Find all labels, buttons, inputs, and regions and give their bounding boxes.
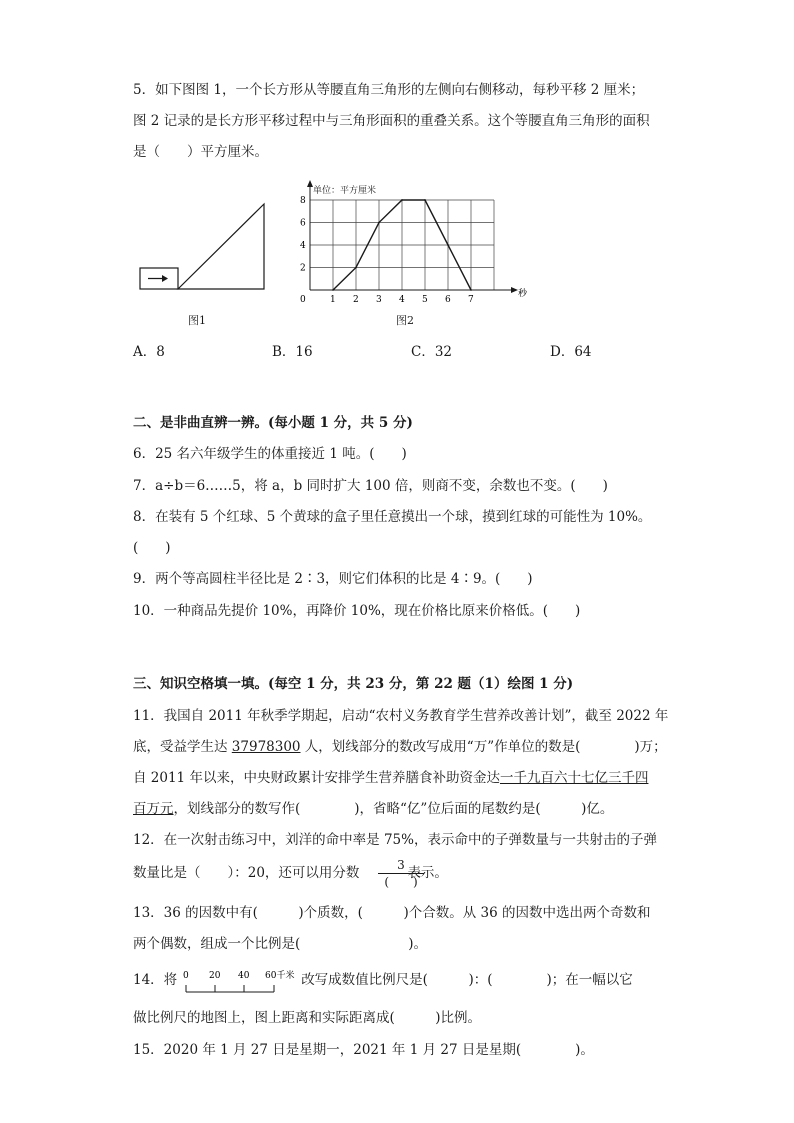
data-point (447, 244, 449, 246)
x-tick-label: 2 (353, 295, 359, 305)
figure-2-chart (296, 180, 528, 305)
q5-line-1: 5．如下图图 1，一个长方形从等腰直角三角形的左侧向右侧移动，每秒平移 2 厘米； (133, 82, 645, 98)
q11-text-c: 自 2011 年以来，中央财政累计安排学生营养膳食补助资金达 (133, 770, 500, 786)
q15: 15．2020 年 1 月 27 日是星期一，2021 年 1 月 27 日是星期( )。 (133, 1042, 594, 1058)
section-2-heading: 二、是非曲直辨一辨。(每小题 1 分，共 5 分) (133, 415, 413, 431)
q12-line-1: 12．在一次射击练习中，刘洋的命中率是 75%，表示命中的子弹数量与一共射击的子弹 (133, 832, 657, 848)
data-point (378, 222, 380, 224)
q12-fraction (378, 858, 424, 889)
data-point (424, 199, 426, 201)
option-a: A．8 (133, 344, 165, 360)
arrow-right-icon (148, 275, 168, 282)
fraction-denominator: ( ) (384, 875, 418, 889)
q14-text-a: 14．将 (133, 972, 178, 988)
q10: 10．一种商品先提价 10%，再降价 10%，现在价格比原来价格低。( ) (133, 603, 581, 619)
q13-line-2: 两个偶数，组成一个比例是( )。 (133, 936, 428, 952)
isosceles-right-triangle (178, 204, 264, 289)
scale-tick-label: 20 (209, 971, 221, 981)
q12-text-a: 数量比是（ ）：20，还可以用分数 (133, 865, 360, 881)
fig2-caption: 图2 (396, 314, 414, 327)
x-tick-label: 1 (330, 295, 336, 305)
q9: 9．两个等高圆柱半径比是 2∶3，则它们体积的比是 4∶9。( ) (133, 571, 533, 587)
q8-line-2: ( ) (133, 540, 171, 556)
line-scale-bar (178, 966, 302, 996)
x-tick-label: 0 (300, 295, 306, 305)
q8-line-1: 8．在装有 5 个红球、5 个黄球的盒子里任意摸出一个球，摸到红球的可能性为 10%。 (133, 509, 652, 525)
q11-text-b: 人，划线部分的数改写成用“万”作单位的数是( )万； (300, 739, 667, 755)
chart-unit-label: 单位：平方厘米 (313, 186, 377, 196)
q5-line-3: 是（ ）平方厘米。 (133, 144, 268, 160)
option-d: D．64 (550, 344, 592, 360)
q7: 7．a÷b＝6……5，将 a，b 同时扩大 100 倍，则商不变，余数也不变。( ) (133, 478, 608, 494)
x-axis-label: 秒 (518, 289, 528, 299)
data-point (355, 267, 357, 269)
scale-tick-label: 60千米 (265, 971, 295, 981)
q11-underlined-words-1: 一千九百六十七亿三千四 (499, 770, 649, 786)
x-tick-label: 6 (445, 295, 451, 305)
q5-line-2: 图 2 记录的是长方形平移过程中与三角形面积的重叠关系。这个等腰直角三角形的面积 (133, 113, 650, 129)
q13-line-1: 13．36 的因数中有( )个质数，( )个合数。从 36 的因数中选出两个奇数和 (133, 905, 651, 921)
q11-text-d: ，划线部分的数写作( )，省略“亿”位后面的尾数约是( )亿。 (173, 801, 614, 817)
data-point (332, 289, 334, 291)
fraction-numerator: 3 (378, 858, 424, 874)
figure-1 (138, 200, 268, 292)
x-tick-label: 5 (422, 295, 428, 305)
x-axis-arrow-icon (511, 287, 518, 293)
y-tick-label: 2 (300, 263, 306, 274)
option-c: C．32 (411, 344, 453, 360)
x-tick-label: 3 (376, 295, 382, 305)
q11-text-a: 底，受益学生达 (133, 739, 232, 755)
section-3-heading: 三、知识空格填一填。(每空 1 分，共 23 分，第 22 题（1）绘图 1 分) (133, 676, 574, 692)
data-point (401, 199, 403, 201)
q11-underlined-number: 37978300 (231, 739, 301, 755)
scale-tick-label: 40 (238, 971, 250, 981)
data-point (470, 289, 472, 291)
scale-tick-label: 0 (183, 971, 189, 981)
q12-text-b: 表示。 (407, 865, 448, 881)
q14-line-2: 做比例尺的地图上，图上距离和实际距离成( )比例。 (133, 1010, 482, 1026)
y-tick-label: 6 (300, 218, 306, 229)
y-tick-label: 4 (300, 241, 306, 251)
option-b: B．16 (272, 344, 313, 360)
q14-text-b: 改写成数值比例尺是( )：( )；在一幅以它 (301, 972, 633, 988)
x-tick-label: 4 (399, 295, 405, 305)
q11-line-4 (133, 799, 613, 819)
y-tick-label: 8 (300, 196, 306, 206)
fig1-caption: 图1 (188, 314, 206, 327)
q11-line-2 (133, 737, 667, 757)
q11-line-1: 11．我国自 2011 年秋季学期起，启动“农村义务教育学生营养改善计划”，截至 2022 年 (133, 708, 669, 724)
q11-line-3 (133, 768, 648, 788)
q11-underlined-words-2: 百万元 (133, 801, 174, 817)
q6: 6．25 名六年级学生的体重接近 1 吨。( ) (133, 446, 407, 462)
x-tick-label: 7 (468, 295, 474, 305)
